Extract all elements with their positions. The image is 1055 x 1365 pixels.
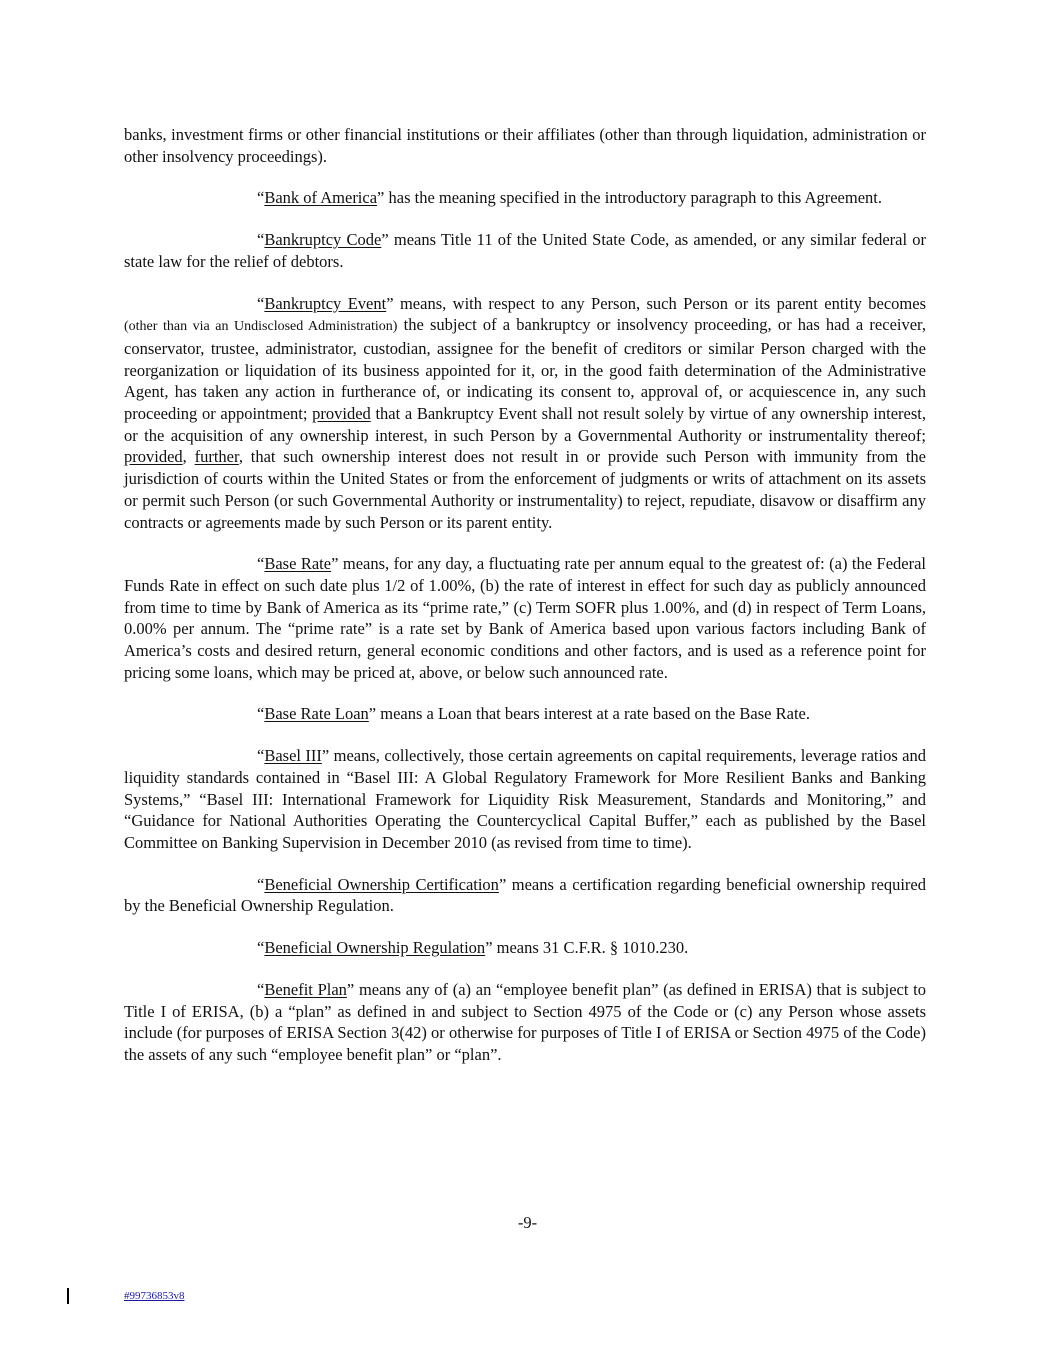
definition-basel-iii: “Basel III” means, collectively, those certain agreements on capital requirements, leverage ratios and liquidity standards contained in “Basel III: A Global Regulatory Framework for More Resilient Banks and Banking Systems,” “Basel III: International Framework for Liquidity Risk Measurement, Standards and Monitoring,” and “Guidance for National Authorities Operating the Countercyclical Capital Buffer,” each as published by the Basel Committee on Banking Supervision in December 2010 (as revised from time to time). bbox=[124, 746, 926, 852]
change-bar bbox=[67, 1288, 69, 1304]
definition-bank-of-america: “Bank of America” has the meaning specified in the introductory paragraph to this Agreement. bbox=[257, 188, 882, 208]
defined-term: Bank of America bbox=[264, 188, 378, 208]
defined-term: Beneficial Ownership Regulation bbox=[264, 938, 486, 958]
page-number: -9- bbox=[517, 1213, 538, 1232]
underlined-provided-2: provided bbox=[124, 447, 183, 467]
definition-benefit-plan: “Benefit Plan” means any of (a) an “employee benefit plan” (as defined in ERISA) that is subject to Title I of ERISA, (b) a “plan” as defined in and subject to Section 4975 of the Code or (c) any Person whose assets include (for purposes of ERISA Section 3(42) or otherwise for purposes of Title I of ERISA or Section 4975 of the Code) the assets of any such “employee benefit plan” or “plan”. bbox=[124, 979, 926, 1064]
underlined-provided: provided bbox=[312, 404, 371, 424]
document-id-link[interactable]: #99736853v8 bbox=[124, 1290, 185, 1302]
defined-term: Beneficial Ownership Certification bbox=[264, 874, 499, 894]
defined-term: Bankruptcy Event bbox=[264, 293, 387, 313]
definition-bankruptcy-code: “Bankruptcy Code” means Title 11 of the United State Code, as amended, or any similar federal or state law for the relief of debtors. bbox=[124, 230, 926, 271]
inserted-text: (other than via an Undisclosed Administration) bbox=[124, 319, 398, 335]
underlined-further: further bbox=[194, 447, 239, 467]
definition-bankruptcy-event: “Bankruptcy Event” means, with respect to any Person, such Person or its parent entity becomes (other than via an Undisclosed Administration) the subject of a bankruptcy or insolvency proceeding, or has had a receiver, conservator, trustee, administrator, custodian, assignee for the benefit of creditors or similar Person charged with the reorganization or liquidation of its business appointed for it, or, in the good faith determination of the Administrative Agent, has taken any action in furtherance of, or indicating its consent to, approval of, or acquiescence in, any such proceeding or appointment; provided that a Bankruptcy Event shall not result solely by virtue of any ownership interest, or the acquisition of any ownership interest, in such Person by a Governmental Authority or instrumentality thereof; provided, further, that such ownership interest does not result in or provide such Person with immunity from the jurisdiction of courts within the United States or from the enforcement of judgments or writs of attachment on its assets or permit such Person (or such Governmental Authority or instrumentality) to reject, repudiate, disavow or disaffirm any contracts or agreements made by such Person or its parent entity. bbox=[124, 293, 927, 532]
definition-beneficial-ownership-certification: “Beneficial Ownership Certification” means a certification regarding beneficial ownership required by the Beneficial Ownership Regulation. bbox=[124, 874, 926, 916]
definition-beneficial-ownership-regulation: “Beneficial Ownership Regulation” means 31 C.F.R. § 1010.230. bbox=[257, 938, 689, 958]
definition-base-rate-loan: “Base Rate Loan” means a Loan that bears interest at a rate based on the Base Rate. bbox=[257, 704, 810, 724]
defined-term: Basel III bbox=[264, 746, 322, 766]
defined-term: Benefit Plan bbox=[264, 979, 347, 999]
defined-term: Bankruptcy Code bbox=[264, 230, 382, 250]
document-body bbox=[124, 124, 926, 1086]
definition-base-rate: “Base Rate” means, for any day, a fluctuating rate per annum equal to the greatest of: (a) the Federal Funds Rate in effect on such date plus 1/2 of 1.00%, (b) the rate of interest in effect for such day as publicly announced from time to time by Bank of America as its “prime rate,” (c) Term SOFR plus 1.00%, and (d) in respect of Term Loans, 0.00% per annum. The “prime rate” is a rate set by Bank of America based upon various factors including Bank of America’s costs and desired return, general economic conditions and other factors, and is used as a reference point for pricing some loans, which may be priced at, above, or below such announced rate. bbox=[124, 554, 926, 682]
defined-term: Base Rate bbox=[264, 554, 332, 574]
paragraph-continuation: banks, investment firms or other financial institutions or their affiliates (other than through liquidation, administration or other insolvency proceedings). bbox=[124, 125, 926, 166]
defined-term: Base Rate Loan bbox=[264, 704, 369, 724]
